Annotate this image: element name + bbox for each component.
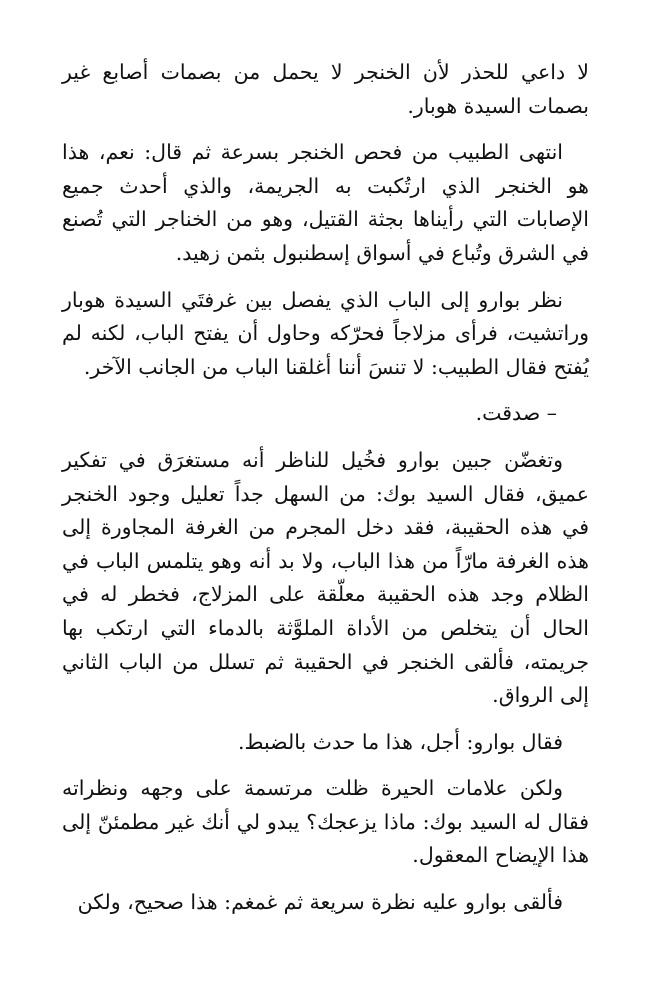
page-text	[62, 56, 589, 933]
paragraph-3: نظر بوارو إلى الباب الذي يفصل بين غرفتَي السيدة هوبار وراتشيت، فرأى مزلاجاً فحرّكه وحاول أن يفتح الباب، لكنه لم يُفتح فقال الطبيب: لا تنسَ أننا أغلقنا الباب من الجانب الآخر.	[62, 287, 589, 379]
paragraph-4: – صدقت.	[475, 401, 557, 426]
paragraph-5: وتغضّن جبين بوارو فخُيل للناظر أنه مستغرَق في تفكير عميق، فقال السيد بوك: من السهل جداً تعليل وجود الخنجر في هذه الحقيبة، فقد دخل المجرم من الغرفة المجاورة إلى هذه الغرفة مارّاً من هذا الباب، ولا بد أنه وهو يتلمس الباب في الظلام وجد هذه الحقيبة معلّقة على المزلاج، فخطر له في الحال أن يتخلص من الأداة الملوَّثة بالدماء التي ارتكب بها جريمته، فألقى الخنجر في الحقيبة ثم تسلل من الباب الثاني إلى الرواق.	[62, 447, 589, 708]
paragraph-8: فألقى بوارو عليه نظرة سريعة ثم غمغم: هذا صحيح، ولكن	[77, 890, 563, 915]
paragraph-7: ولكن علامات الحيرة ظلت مرتسمة على وجهه ونظراته فقال له السيد بوك: ماذا يزعجك؟ يبدو لي أنك غير مطمئنّ إلى هذا الإيضاح المعقول.	[62, 776, 589, 868]
paragraph-2: انتهى الطبيب من فحص الخنجر بسرعة ثم قال: نعم، هذا هو الخنجر الذي ارتُكبت به الجريمة، والذي أحدث جميع الإصابات التي رأيناها بجثة القتيل، وهو من الخناجر التي تُصنع في الشرق وتُباع في أسواق إسطنبول بثمن زهيد.	[62, 140, 589, 265]
paragraph-1: لا داعي للحذر لأن الخنجر لا يحمل من بصمات أصابع غير بصمات السيدة هوبار.	[62, 60, 589, 118]
paragraph-6: فقال بوارو: أجل، هذا ما حدث بالضبط.	[238, 729, 563, 754]
